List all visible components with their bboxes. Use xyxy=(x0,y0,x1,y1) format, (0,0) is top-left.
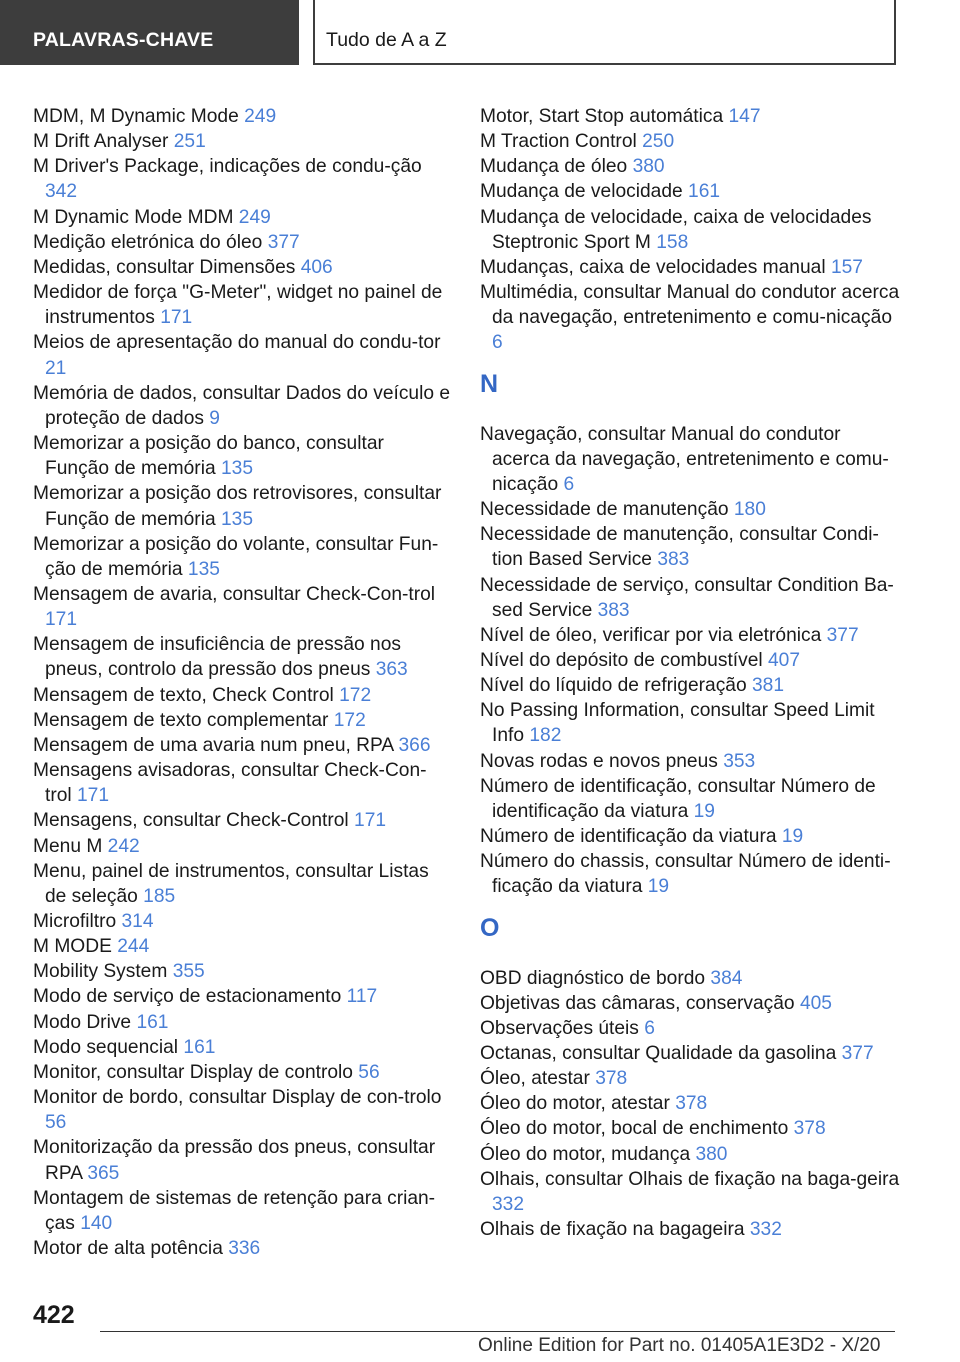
index-entry xyxy=(33,683,453,708)
index-entry-text: MDM, M Dynamic Mode xyxy=(33,106,239,127)
index-entry-text: Mensagem de insuficiência de pressão nos pneus, controlo da pressão dos pneus xyxy=(33,634,401,681)
index-page-link[interactable]: 250 xyxy=(642,131,675,153)
index-entry-text: M Dynamic Mode MDM xyxy=(33,206,234,228)
index-page-link[interactable]: 378 xyxy=(675,1093,708,1115)
index-page-link[interactable]: 363 xyxy=(375,659,408,681)
index-entry-text: Mensagem de avaria, consultar Check-Con‐trol xyxy=(33,583,436,605)
index-entry-text: Necessidade de manutenção, consultar Condi‐tion Based Service xyxy=(480,524,879,571)
index-entry xyxy=(33,1060,453,1085)
index-page-link[interactable]: 185 xyxy=(143,885,176,907)
index-page-link[interactable]: 405 xyxy=(799,992,832,1014)
page-number: 422 xyxy=(33,1301,75,1329)
index-entry-text: Motor de alta potência xyxy=(33,1238,223,1260)
index-page-link[interactable]: 19 xyxy=(693,800,715,822)
index-page-link[interactable]: 353 xyxy=(723,750,756,772)
index-entry-text: Nível do depósito de combustível xyxy=(480,649,763,671)
index-page-link[interactable]: 171 xyxy=(77,785,110,807)
index-entry-text: Número de identificação, consultar Número de identificação da viatura xyxy=(480,775,876,822)
index-page-link[interactable]: 171 xyxy=(354,810,387,832)
index-entry xyxy=(480,749,900,774)
index-entry-text: Olhais de fixação na bagageira xyxy=(480,1219,745,1241)
index-page-link[interactable]: 249 xyxy=(238,206,271,228)
index-entry-text: Modo de serviço de estacionamento xyxy=(33,986,342,1008)
index-entry-text: Octanas, consultar Qualidade da gasolina xyxy=(480,1043,837,1064)
index-page-link[interactable]: 332 xyxy=(492,1193,525,1215)
index-entry xyxy=(480,1142,900,1167)
index-entry-text: Monitor de bordo, consultar Display de con‐trolo xyxy=(33,1087,442,1109)
index-letter-heading: O xyxy=(480,913,500,942)
header-section-label: PALAVRAS-CHAVE xyxy=(33,29,214,51)
index-entry xyxy=(33,808,453,833)
index-page-link[interactable]: 135 xyxy=(187,558,220,580)
index-page-link[interactable]: 171 xyxy=(160,307,193,329)
index-entry xyxy=(33,330,453,380)
index-entry-text: Navegação, consultar Manual do condutor acerca da navegação, entretenimento e comu‐nicação xyxy=(480,423,889,495)
index-page-link[interactable]: 381 xyxy=(752,675,785,697)
index-page-link[interactable]: 180 xyxy=(733,499,766,521)
index-entry xyxy=(33,909,453,934)
index-entry xyxy=(480,1116,900,1141)
index-entry-text: Óleo do motor, atestar xyxy=(480,1093,670,1115)
index-page-link[interactable]: 407 xyxy=(768,649,801,671)
index-entry-text: M Traction Control xyxy=(480,131,637,153)
index-entry xyxy=(480,522,900,572)
index-page-link[interactable]: 56 xyxy=(358,1061,380,1083)
index-entry-text: Mobility System xyxy=(33,961,168,983)
index-column-right xyxy=(480,104,900,1242)
index-entry-text: Mensagens avisadoras, consultar Check-Con‐trol xyxy=(33,760,427,807)
index-entry xyxy=(33,708,453,733)
index-entry-text: Óleo do motor, mudança xyxy=(480,1143,691,1165)
index-page-link[interactable]: 182 xyxy=(529,725,562,747)
index-page-link[interactable]: 384 xyxy=(710,967,743,989)
index-entry-text: Montagem de sistemas de retenção para crian‐ças xyxy=(33,1187,436,1234)
index-entry xyxy=(33,632,453,682)
header-divider xyxy=(313,0,315,65)
index-entry xyxy=(33,1186,453,1236)
index-entry-text: Mudança de velocidade xyxy=(480,181,683,203)
index-page-link[interactable]: 314 xyxy=(121,911,154,932)
index-entry-text: Nível do líquido de refrigeração xyxy=(480,675,747,697)
index-entry-text: Multimédia, consultar Manual do condutor acerca da navegação, entretenimento e comu‐nicação xyxy=(480,282,900,329)
index-entry-text: Objetivas das câmaras, conservação xyxy=(480,992,795,1014)
index-entry-text: Nível de óleo, verificar por via eletrónica xyxy=(480,624,822,646)
header-underline xyxy=(313,63,896,65)
index-entry-text: Microfiltro xyxy=(33,911,117,932)
index-page-link[interactable]: 135 xyxy=(220,458,253,480)
header-section-tab xyxy=(0,0,299,65)
index-entry xyxy=(480,1091,900,1116)
index-page-link[interactable]: 383 xyxy=(657,549,690,571)
index-entry xyxy=(33,532,453,582)
index-page-link[interactable]: 244 xyxy=(117,936,150,958)
index-entry-text: Mensagem de uma avaria num pneu, RPA xyxy=(33,734,394,756)
index-page-link[interactable]: 6 xyxy=(563,473,575,495)
index-entry-text: Memória de dados, consultar Dados do veículo e proteção de dados xyxy=(33,382,451,429)
index-entry-text: Necessidade de manutenção xyxy=(480,499,729,521)
index-entry-text: Memorizar a posição do banco, consultar Função de memória xyxy=(33,433,384,480)
index-entry-text: Medidor de força "G-Meter", widget no painel de instrumentos xyxy=(33,282,443,329)
index-entry-text: Óleo, atestar xyxy=(480,1068,590,1090)
index-entry xyxy=(480,623,900,648)
index-entry xyxy=(33,381,453,431)
index-entry-text: Monitorização da pressão dos pneus, consultar RPA xyxy=(33,1137,436,1184)
index-entry xyxy=(33,1010,453,1035)
index-entry xyxy=(480,824,900,849)
index-entry xyxy=(33,582,453,632)
index-page-link[interactable]: 242 xyxy=(107,835,140,857)
index-entry xyxy=(33,104,453,129)
index-entry-text: Motor, Start Stop automática xyxy=(480,106,724,127)
index-page-link[interactable]: 161 xyxy=(688,181,721,203)
index-entry xyxy=(33,280,453,330)
index-entry xyxy=(480,497,900,522)
index-page-link[interactable]: 377 xyxy=(826,624,859,646)
index-entry xyxy=(480,1167,900,1217)
index-entry-text: Menu M xyxy=(33,835,103,857)
index-entry xyxy=(480,648,900,673)
index-page-link[interactable]: 383 xyxy=(597,599,630,621)
index-entry-text: Número de identificação da viatura xyxy=(480,826,777,848)
index-page-link[interactable]: 377 xyxy=(841,1043,874,1064)
index-entry-text: Mensagem de texto, Check Control xyxy=(33,684,334,706)
index-entry xyxy=(33,834,453,859)
index-entry-text: Mudança de velocidade, caixa de velocidades Steptronic Sport M xyxy=(480,206,872,253)
index-page-link[interactable]: 56 xyxy=(45,1112,67,1134)
index-page-link[interactable]: 406 xyxy=(300,256,333,278)
index-entry xyxy=(33,733,453,758)
index-entry-text: Medidas, consultar Dimensões xyxy=(33,256,296,278)
index-page-link[interactable]: 157 xyxy=(830,256,863,278)
index-page-link[interactable]: 171 xyxy=(45,609,78,631)
index-entry xyxy=(480,422,900,497)
index-entry-text: Monitor, consultar Display de controlo xyxy=(33,1061,353,1083)
index-page-link[interactable]: 19 xyxy=(781,826,804,848)
index-entry-text: Mensagens, consultar Check-Control xyxy=(33,810,349,832)
index-page-link[interactable]: 172 xyxy=(333,709,366,731)
index-entry xyxy=(480,673,900,698)
index-page-link[interactable]: 378 xyxy=(793,1118,826,1140)
index-entry xyxy=(33,984,453,1009)
index-entry xyxy=(33,154,453,204)
index-entry xyxy=(33,859,453,909)
index-entry xyxy=(480,280,900,355)
index-page-link[interactable]: 342 xyxy=(45,181,78,203)
index-page-link[interactable]: 161 xyxy=(183,1036,216,1058)
index-page-link[interactable]: 366 xyxy=(398,734,431,756)
index-page-link[interactable]: 6 xyxy=(492,332,503,354)
index-page-link[interactable]: 158 xyxy=(656,231,689,253)
index-entry xyxy=(33,1236,453,1261)
index-entry-text: Olhais, consultar Olhais de fixação na baga‐geira xyxy=(480,1168,900,1190)
index-page-link[interactable]: 19 xyxy=(647,876,670,898)
index-page-link[interactable]: 135 xyxy=(220,508,253,530)
header-title: Tudo de A a Z xyxy=(326,29,447,51)
index-entry-text: Número do chassis, consultar Número de identi‐ficação da viatura xyxy=(480,851,891,898)
index-entry-text: Modo Drive xyxy=(33,1011,132,1033)
index-page-link[interactable]: 21 xyxy=(45,357,67,379)
index-entry xyxy=(480,698,900,748)
index-entry xyxy=(33,758,453,808)
index-entry-text: Meios de apresentação do manual do condu‐tor xyxy=(33,332,441,354)
index-page-link[interactable]: 378 xyxy=(595,1068,628,1090)
index-entry-text: Novas rodas e novos pneus xyxy=(480,750,718,772)
index-entry xyxy=(33,959,453,984)
index-entry xyxy=(33,255,453,280)
index-page-link[interactable]: 355 xyxy=(172,961,205,983)
index-entry-text: Modo sequencial xyxy=(33,1036,179,1058)
index-entry-text: Observações úteis xyxy=(480,1017,639,1039)
index-entry xyxy=(33,481,453,531)
index-column-left xyxy=(33,104,453,1261)
index-page-link[interactable]: 249 xyxy=(244,106,277,127)
index-entry xyxy=(480,255,900,280)
index-entry xyxy=(33,205,453,230)
index-entry xyxy=(480,966,900,991)
index-entry xyxy=(480,129,900,154)
index-entry xyxy=(480,1016,900,1041)
index-entry xyxy=(480,573,900,623)
index-entry xyxy=(480,1066,900,1091)
index-entry-text: No Passing Information, consultar Speed Limit Info xyxy=(480,700,875,747)
index-entry-text: OBD diagnóstico de bordo xyxy=(480,967,706,989)
header-right-border xyxy=(894,0,896,65)
index-entry xyxy=(480,1217,900,1242)
index-entry-text: M Driver's Package, indicações de condu‐ção xyxy=(33,156,422,178)
index-entry xyxy=(480,179,900,204)
index-entry xyxy=(33,934,453,959)
index-entry xyxy=(480,104,900,129)
index-entry xyxy=(33,1085,453,1135)
index-page-link[interactable]: 332 xyxy=(749,1219,782,1241)
index-entry xyxy=(33,129,453,154)
index-page-link[interactable]: 377 xyxy=(267,231,300,253)
index-entry xyxy=(480,205,900,255)
index-page-link[interactable]: 172 xyxy=(339,684,372,706)
index-entry xyxy=(480,774,900,824)
index-page-link[interactable]: 380 xyxy=(632,156,665,178)
index-entry xyxy=(480,849,900,899)
index-page-link[interactable]: 147 xyxy=(728,106,761,127)
index-entry xyxy=(33,230,453,255)
index-entry xyxy=(480,154,900,179)
index-entry xyxy=(480,991,900,1016)
index-entry-text: Mudanças, caixa de velocidades manual xyxy=(480,256,826,278)
index-entry-text: Óleo do motor, bocal de enchimento xyxy=(480,1118,789,1140)
index-entry-text: Medição eletrónica do óleo xyxy=(33,231,263,253)
index-entry xyxy=(33,1035,453,1060)
index-entry-text: Menu, painel de instrumentos, consultar Listas de seleção xyxy=(33,860,429,907)
index-entry-text: Necessidade de serviço, consultar Condition Ba‐sed Service xyxy=(480,574,894,621)
index-page-link[interactable]: 9 xyxy=(209,407,220,429)
footer-edition: Online Edition for Part no. 01405A1E3D2 - X/20 xyxy=(478,1335,881,1356)
index-page-link[interactable]: 365 xyxy=(87,1162,120,1184)
index-entry-text: Mudança de óleo xyxy=(480,156,628,178)
index-entry-text: M Drift Analyser xyxy=(33,131,169,153)
index-entry-text: Mensagem de texto complementar xyxy=(33,709,329,731)
index-page-link[interactable]: 336 xyxy=(228,1238,261,1260)
index-entry xyxy=(33,1135,453,1185)
index-letter-heading: N xyxy=(480,369,499,398)
index-entry xyxy=(33,431,453,481)
index-entry-text: Memorizar a posição do volante, consultar Fun‐ção de memória xyxy=(33,533,439,580)
index-page-link[interactable]: 380 xyxy=(695,1143,728,1165)
index-entry-text: M MODE xyxy=(33,936,112,958)
index-page-link[interactable]: 251 xyxy=(173,131,206,153)
index-page-link[interactable]: 140 xyxy=(80,1212,113,1234)
index-entry xyxy=(480,1041,900,1066)
index-page-link[interactable]: 161 xyxy=(136,1011,169,1033)
index-page-link[interactable]: 117 xyxy=(346,986,378,1008)
index-page-link[interactable]: 6 xyxy=(644,1017,655,1039)
footer-rule xyxy=(100,1331,895,1332)
index-entry-text: Memorizar a posição dos retrovisores, consultar Função de memória xyxy=(33,483,442,530)
